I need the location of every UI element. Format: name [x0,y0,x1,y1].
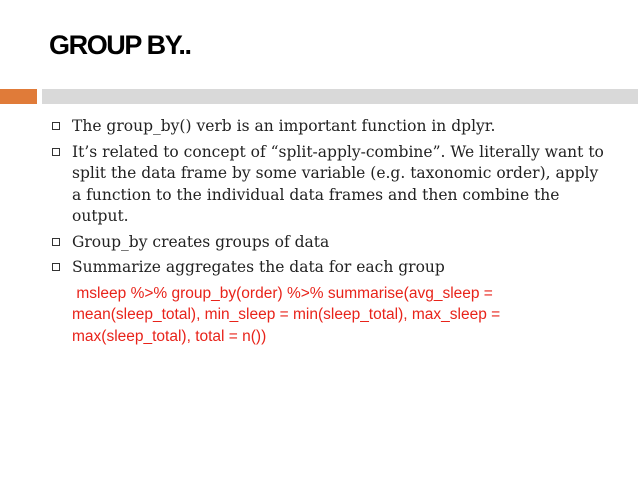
bullet-text: Summarize aggregates the data for each group [72,258,445,276]
slide-title: GROUP BY.. [49,30,191,60]
accent-bar [0,89,37,104]
code-snippet: msleep %>% group_by(order) %>% summarise(avg_sleep = mean(sleep_total), min_sleep = min(sleep_total), max_sleep = max(sleep_total), total = n()) [72,284,505,345]
bullet-text: The group_by() verb is an important function in dplyr. [72,117,496,135]
square-bullet-icon [52,238,60,246]
bullet-text: It’s related to concept of “split-apply-combine”. We literally want to split the data frame by some variable (e.g. taxonomic order), apply a function to the individual data frames and then combine the output. [72,142,604,225]
square-bullet-icon [52,122,60,130]
bullet-item [52,257,612,279]
title-divider [42,89,638,104]
bullet-text: Group_by creates groups of data [72,232,330,251]
bullet-item [52,116,612,138]
square-bullet-icon [52,263,60,271]
square-bullet-icon [52,148,60,156]
slide-body [52,116,612,347]
bullet-item [52,142,612,228]
bullet-item [52,232,612,254]
